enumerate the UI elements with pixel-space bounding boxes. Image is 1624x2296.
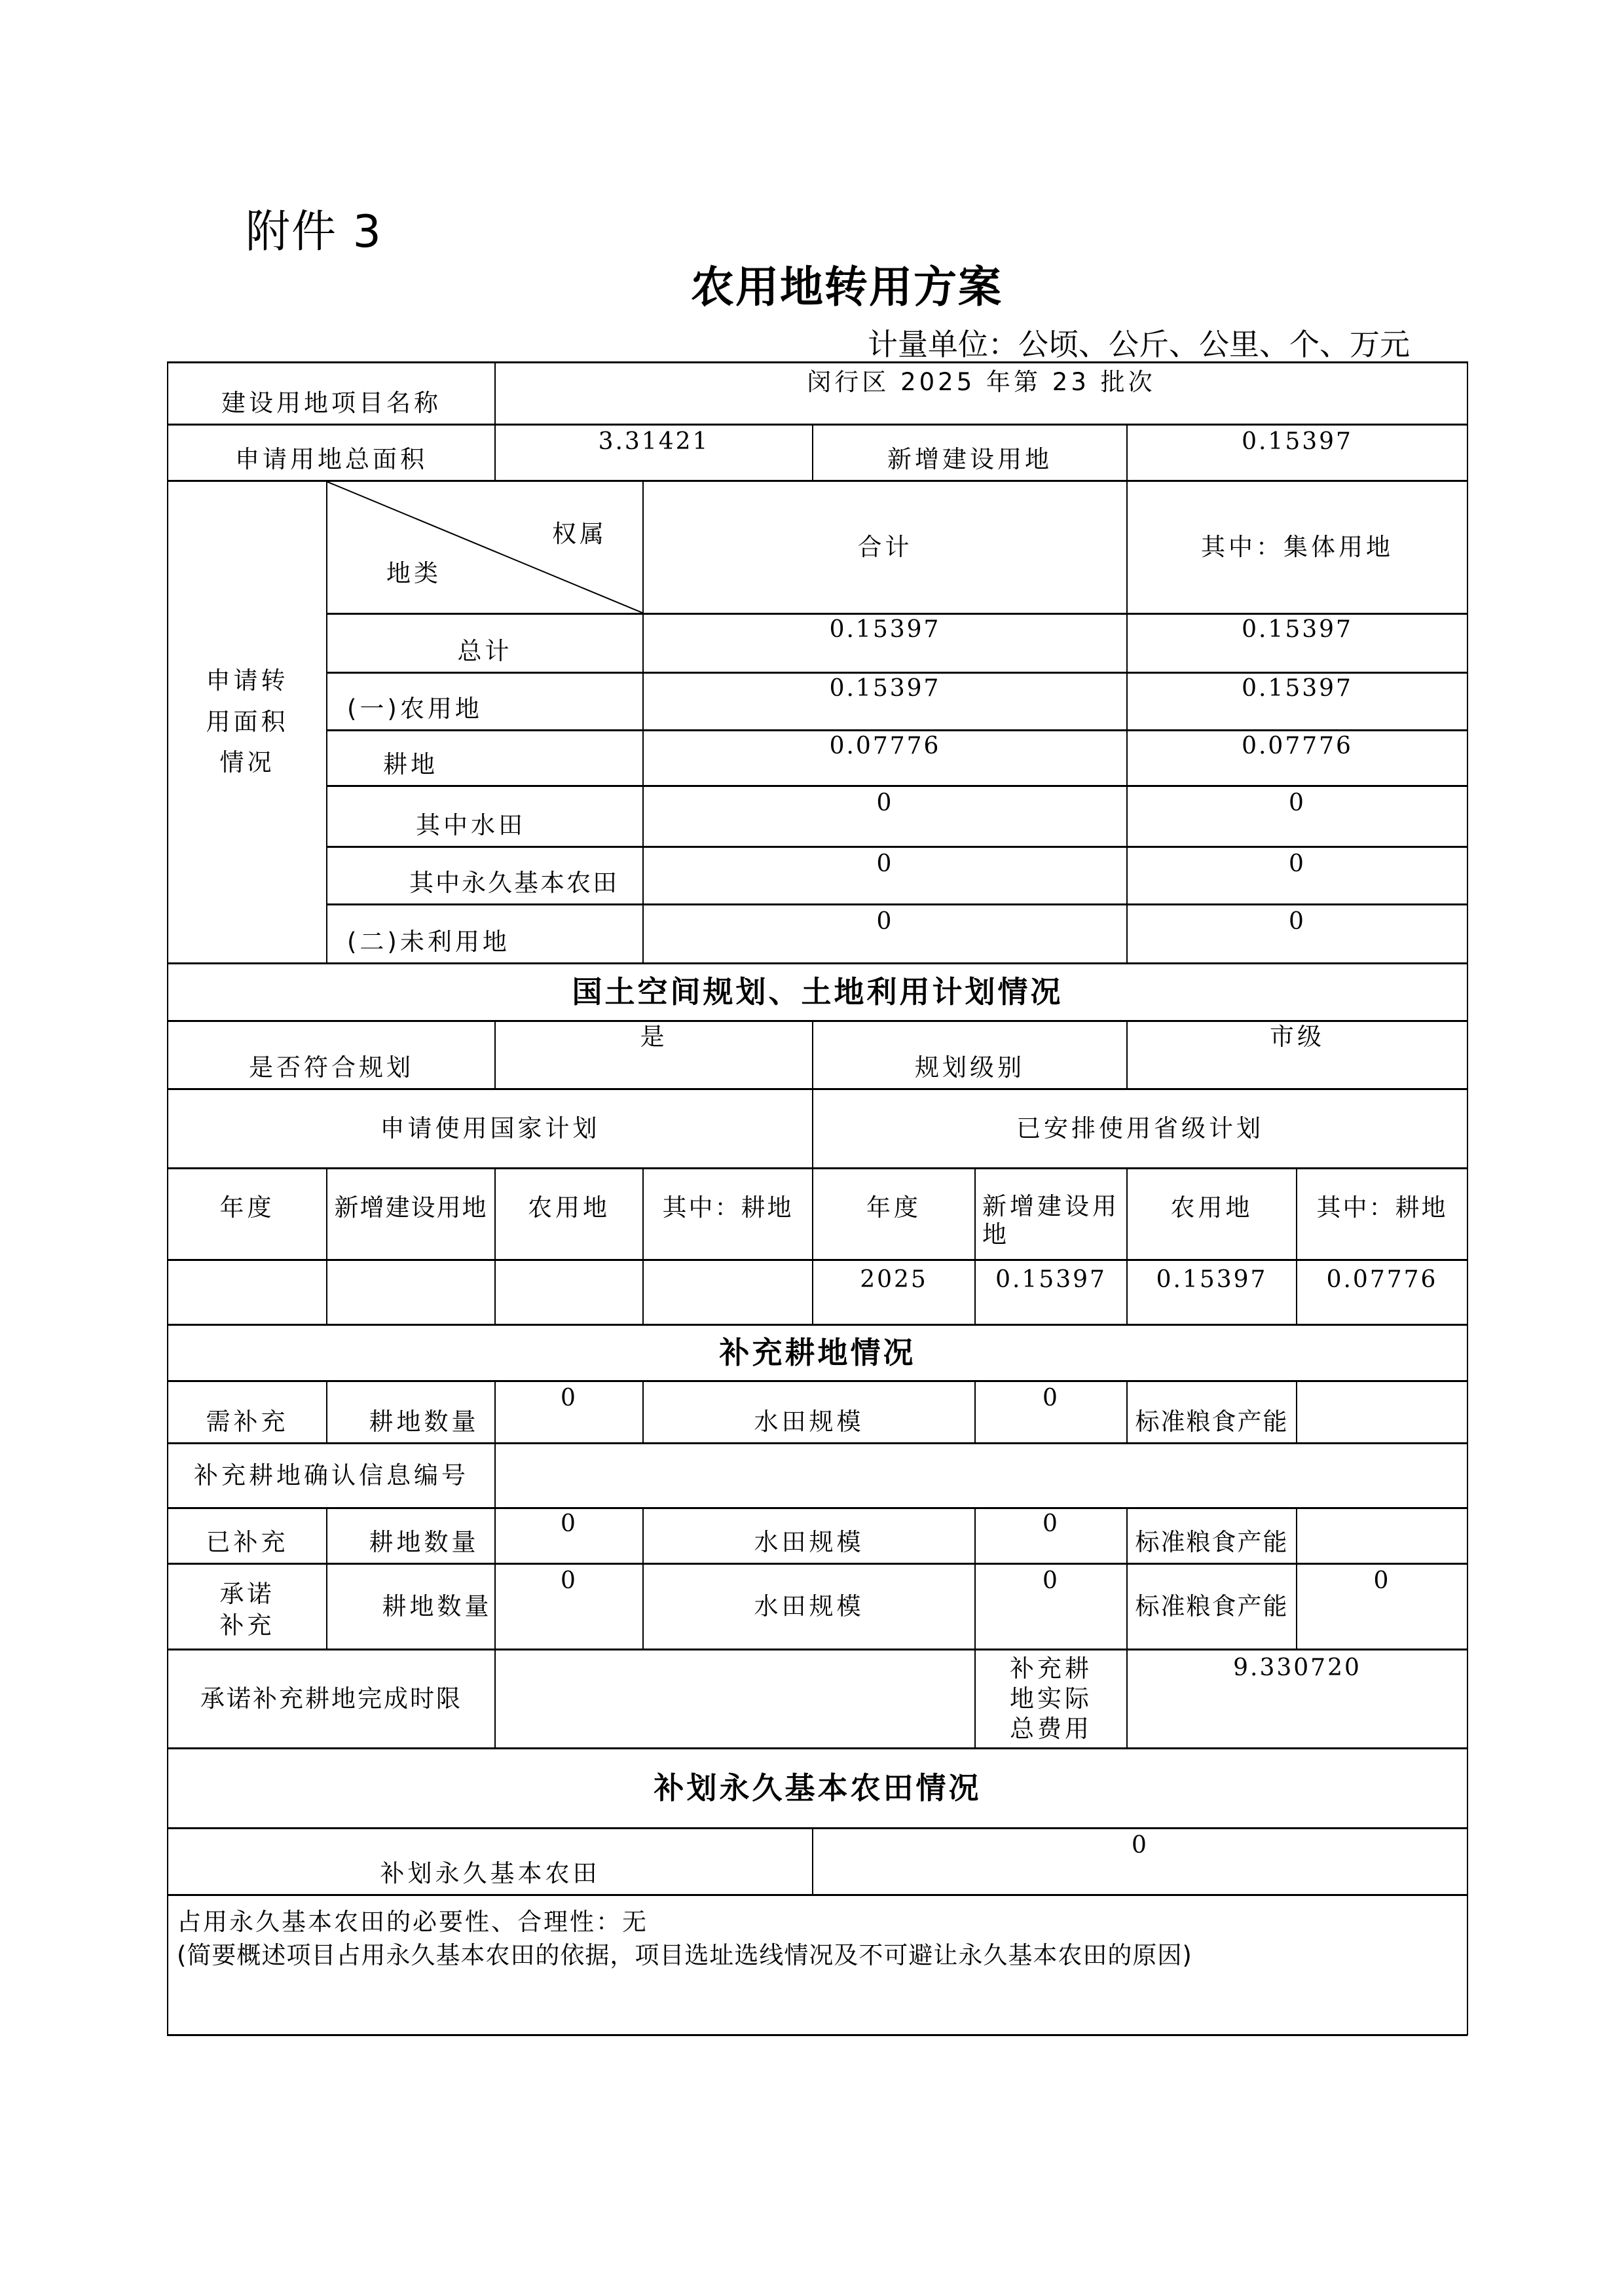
plan-value: [168, 1261, 326, 1324]
plan-value: 0.07776: [1326, 1266, 1438, 1293]
conversion-row-total: 0.15397: [829, 675, 941, 702]
conversion-row-label: 其中水田: [416, 811, 526, 839]
col-header-collective: 其中：集体用地: [1201, 532, 1393, 561]
plan-header: 农用地: [1170, 1194, 1253, 1222]
corner-landtype-label: 地类: [386, 559, 441, 587]
done-grain-label: 标准粮食产能: [1135, 1527, 1289, 1556]
total-area-label: 申请用地总面积: [235, 445, 428, 473]
necessity-hint: (简要概述项目占用永久基本农田的依据，项目选址选线情况及不可避让永久基本农田的原因): [177, 1941, 1192, 1969]
done-paddy-label: 水田规模: [754, 1527, 864, 1556]
conversion-row-label: (一)农用地: [347, 694, 483, 723]
plan-value: [496, 1261, 642, 1324]
conform-label: 是否符合规划: [249, 1053, 414, 1082]
national-plan-label: 申请使用国家计划: [380, 1114, 600, 1142]
need-qty-label: 耕地数量: [369, 1407, 479, 1436]
need-supplement-label: 需补充: [206, 1407, 289, 1436]
conversion-row-label: (二)未利用地: [347, 927, 510, 956]
plan-header: 其中：耕地: [662, 1194, 794, 1222]
corner-ownership-label: 权属: [552, 520, 607, 548]
confirm-no-label: 补充耕地确认信息编号: [194, 1461, 469, 1489]
done-supplement-label: 已补充: [206, 1527, 289, 1556]
basic-farmland-section-title: 补划永久基本农田情况: [654, 1770, 982, 1806]
plan-header: 年度: [866, 1194, 921, 1222]
col-header-total: 合计: [857, 532, 913, 561]
need-grain-label: 标准粮食产能: [1135, 1407, 1289, 1436]
done-qty-value: 0: [561, 1510, 578, 1537]
plan-value: 0.15397: [1156, 1266, 1268, 1293]
project-name-value: 闵行区 2025 年第 23 批次: [807, 368, 1156, 396]
deadline-value: [496, 1650, 974, 1747]
conversion-row-label: 其中永久基本农田: [409, 868, 619, 897]
new-construction-label: 新增建设用地: [887, 445, 1052, 473]
basic-farmland-label: 补划永久基本农田: [380, 1859, 600, 1887]
new-construction-value: 0.15397: [1242, 428, 1353, 455]
unit-note: 计量单位：公顷、公斤、公里、个、万元: [868, 327, 1410, 362]
plan-value: [644, 1261, 812, 1324]
actual-cost-label: 补充耕地实际总费用: [1010, 1654, 1092, 1743]
conversion-row-collective: 0.15397: [1242, 616, 1353, 643]
conversion-row-total: 0: [876, 908, 894, 935]
hline: [167, 1894, 1467, 1896]
conversion-group-label: 申请转用面积情况: [206, 666, 289, 777]
confirm-no-value: [496, 1444, 1467, 1507]
plan-value: [327, 1261, 494, 1324]
conversion-row-collective: 0.15397: [1242, 675, 1353, 702]
plan-header: 年度: [219, 1194, 275, 1222]
done-paddy-value: 0: [1043, 1510, 1060, 1537]
done-grain-value: [1297, 1509, 1467, 1563]
plan-value: 2025: [860, 1266, 928, 1293]
conversion-row-collective: 0: [1289, 908, 1306, 935]
conform-value: 是: [640, 1023, 668, 1051]
need-paddy-value: 0: [1043, 1385, 1060, 1412]
need-grain-value: [1297, 1382, 1467, 1442]
conversion-row-total: 0: [876, 850, 894, 877]
conversion-row-label: 耕地: [383, 750, 438, 778]
conversion-row-label: 总计: [457, 636, 513, 665]
plan-header: 其中：耕地: [1316, 1194, 1448, 1222]
conversion-row-collective: 0: [1289, 850, 1306, 877]
promise-paddy-label: 水田规模: [754, 1592, 864, 1620]
done-qty-label: 耕地数量: [369, 1527, 479, 1556]
deadline-label: 承诺补充耕地完成时限: [200, 1684, 462, 1713]
plan-header: 农用地: [528, 1194, 610, 1222]
conversion-row-total: 0.07776: [829, 733, 941, 759]
attachment-label: 附件 3: [246, 206, 382, 258]
need-qty-value: 0: [561, 1385, 578, 1412]
project-name-label: 建设用地项目名称: [221, 388, 441, 417]
total-area-value: 3.31421: [598, 428, 710, 455]
promise-qty-label: 耕地数量: [382, 1592, 492, 1620]
plan-level-value: 市级: [1270, 1023, 1325, 1051]
basic-farmland-value: 0: [1132, 1832, 1149, 1859]
conversion-row-collective: 0: [1289, 790, 1306, 816]
actual-cost-value: 9.330720: [1233, 1654, 1361, 1681]
promise-supplement-label: 承诺补充: [219, 1579, 275, 1639]
plan-header: 新增建设用地: [334, 1194, 488, 1222]
page-title: 农用地转用方案: [691, 261, 1003, 312]
plan-value: 0.15397: [995, 1266, 1107, 1293]
plan-header: 新增建设用地: [982, 1192, 1120, 1248]
necessity-statement: 占用永久基本农田的必要性、合理性：无: [177, 1908, 648, 1936]
promise-qty-value: 0: [561, 1567, 578, 1594]
plan-level-label: 规划级别: [915, 1053, 1025, 1082]
need-paddy-label: 水田规模: [754, 1407, 864, 1436]
conversion-row-collective: 0.07776: [1242, 733, 1353, 759]
promise-grain-value: 0: [1373, 1567, 1391, 1594]
conversion-row-total: 0.15397: [829, 616, 941, 643]
promise-paddy-value: 0: [1043, 1567, 1060, 1594]
hline: [167, 2034, 1467, 2036]
provincial-plan-label: 已安排使用省级计划: [1016, 1114, 1264, 1142]
supplement-section-title: 补充耕地情况: [719, 1334, 916, 1370]
promise-grain-label: 标准粮食产能: [1135, 1592, 1289, 1620]
planning-section-title: 国土空间规划、土地利用计划情况: [572, 974, 1063, 1010]
conversion-row-total: 0: [876, 790, 894, 816]
